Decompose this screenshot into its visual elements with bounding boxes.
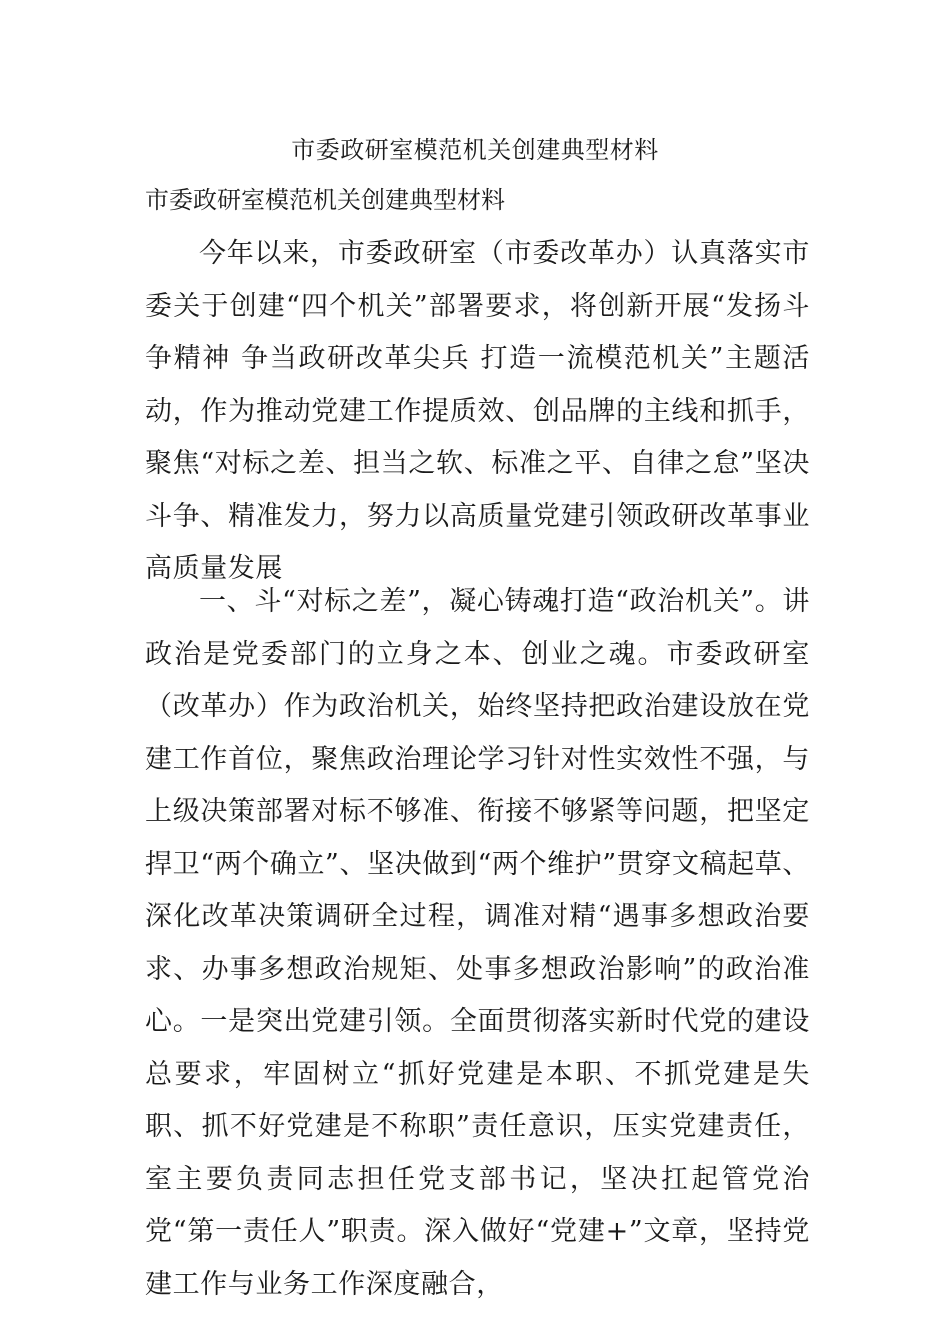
document-title: 市委政研室模范机关创建典型材料 [291,136,659,164]
paragraph-section-one: 一、斗“对标之差”，凝心铸魂打造“政治机关”。讲政治是党委部门的立身之本、创业之魂。市委政研室（改革办）作为政治机关，始终坚持把政治建设放在党建工作首位，聚焦政治理论学习针对性实效性不强，与上级决策部署对标不够准、衔接不够紧等问题，把坚定捍卫“两个确立”、坚决做到“两个维护”贯穿文稿起草、深化改革决策调研全过程，调准对精“遇事多想政治要求、办事多想政治规矩、处事多想政治影响”的政治准心。一是突出党建引领。全面贯彻落实新时代党的建设总要求，牢固树立“抓好党建是本职、不抓党建是失职、抓不好党建是不称职”责任意识，压实党建责任，室主要负责同志担任党支部书记，坚决扛起管党治党“第一责任人”职责。深入做好“党建+”文章，坚持党建工作与业务工作深度融合， [145,586,810,1300]
paragraph-intro: 今年以来，市委政研室（市委改革办）认真落实市委关于创建“四个机关”部署要求，将创新开展“发扬斗争精神 争当政研改革尖兵 打造一流模范机关”主题活动，作为推动党建工作提质效、创品牌的主线和抓手，聚焦“对标之差、担当之软、标准之平、自律之怠”坚决斗争、精准发力，努力以高质量党建引领政研改革事业高质量发展 [145,238,810,584]
document-subtitle: 市委政研室模范机关创建典型材料 [145,186,505,214]
